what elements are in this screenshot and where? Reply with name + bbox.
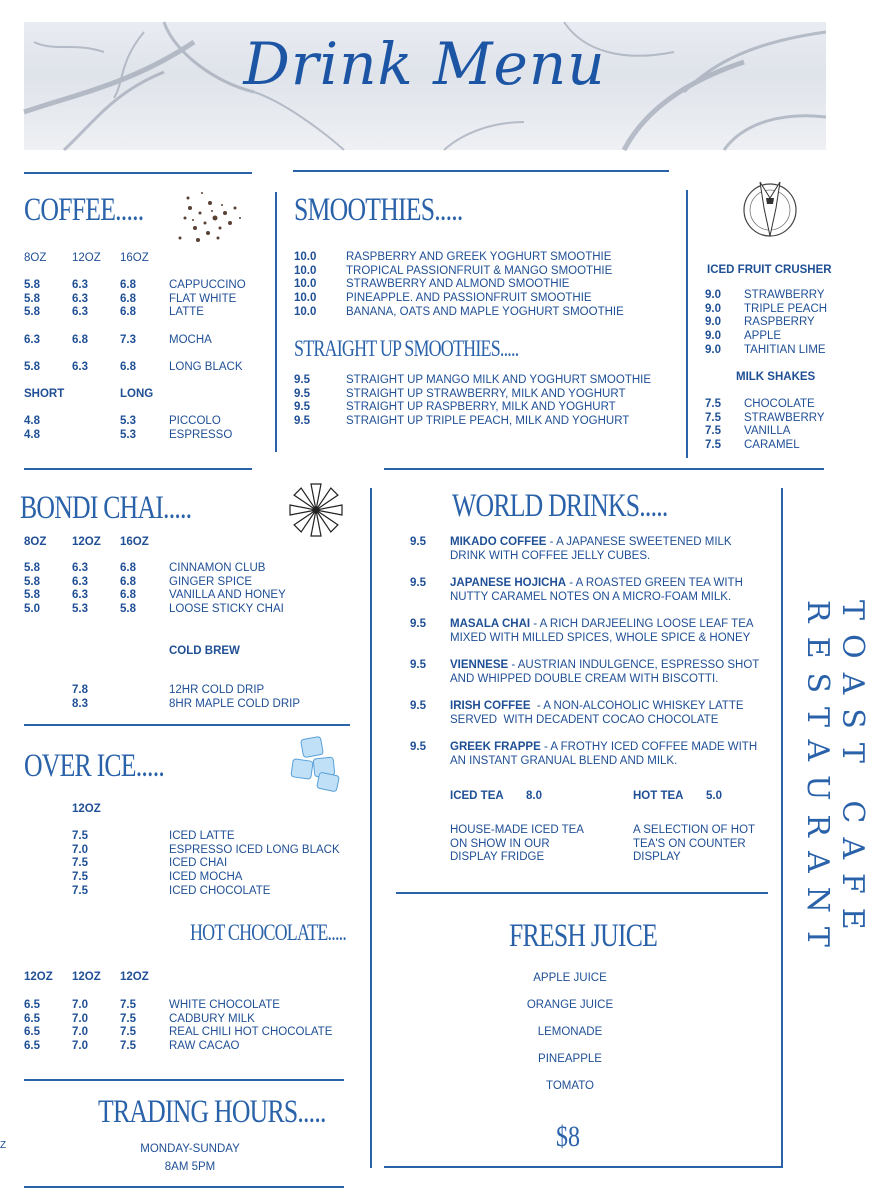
price: 6.8 bbox=[120, 575, 136, 588]
ice-cubes-icon bbox=[288, 734, 346, 792]
price: 7.5 bbox=[120, 999, 136, 1011]
item-name: ICED LATTE bbox=[169, 830, 235, 842]
napkin-icon bbox=[740, 178, 800, 240]
size-label: 16OZ bbox=[120, 536, 149, 548]
item-name: MASALA CHAI bbox=[450, 618, 531, 630]
divider bbox=[384, 468, 824, 470]
item-name: CHOCOLATE bbox=[744, 398, 815, 410]
price: 5.3 bbox=[120, 428, 136, 441]
item-name: LONG BLACK bbox=[169, 361, 243, 374]
size-label: 16OZ bbox=[120, 252, 149, 264]
iced-tea-price: 8.0 bbox=[526, 790, 542, 802]
item-description: - A NON-ALCOHOLIC WHISKEY LATTE SERVED WITH DECADENT COCAO CHOCOLATE bbox=[450, 700, 747, 726]
item-description: - A RICH DARJEELING LOOSE LEAF TEA MIXED WITH MILLED SPICES, WHOLE SPICE & HONEY bbox=[450, 618, 757, 644]
item-name: VANILLA bbox=[744, 425, 791, 438]
price: 7.5 bbox=[72, 857, 88, 870]
iced-tea-label: ICED TEA bbox=[450, 790, 504, 802]
item-name: REAL CHILI HOT CHOCOLATE bbox=[169, 1026, 333, 1039]
price: 6.5 bbox=[24, 999, 40, 1011]
price: 4.8 bbox=[24, 428, 40, 441]
divider bbox=[686, 190, 688, 458]
price: 7.5 bbox=[72, 871, 88, 884]
item-name: LOOSE STICKY CHAI bbox=[169, 603, 284, 616]
price: 7.0 bbox=[72, 1040, 88, 1053]
price: 7.8 bbox=[72, 684, 88, 696]
price: 8.3 bbox=[72, 697, 88, 710]
straight-up-heading: STRAIGHT UP SMOOTHIES..... bbox=[294, 336, 519, 361]
cold-brew-heading: COLD BREW bbox=[169, 645, 240, 657]
price: 7.5 bbox=[72, 830, 88, 842]
price: 5.0 bbox=[24, 603, 40, 616]
divider bbox=[24, 1186, 344, 1188]
juice-item: LEMONADE bbox=[537, 1026, 603, 1038]
price: 6.3 bbox=[72, 575, 88, 588]
size-label: 12OZ bbox=[24, 971, 53, 983]
price: 7.0 bbox=[72, 999, 88, 1011]
price: 9.0 bbox=[705, 289, 721, 301]
world-drink-item bbox=[450, 700, 768, 727]
price: 5.8 bbox=[24, 292, 40, 305]
price: 4.8 bbox=[24, 415, 40, 427]
divider bbox=[24, 1079, 344, 1081]
divider bbox=[384, 1166, 782, 1168]
item-name: 12HR COLD DRIP bbox=[169, 684, 265, 696]
price: 6.3 bbox=[72, 562, 88, 574]
smoothies-heading: SMOOTHIES..... bbox=[294, 192, 463, 228]
divider bbox=[293, 170, 669, 172]
price: 6.8 bbox=[120, 292, 136, 305]
juice-heading: FRESH JUICE bbox=[509, 918, 658, 954]
price: 10.0 bbox=[294, 264, 317, 277]
juice-item: TOMATO bbox=[546, 1080, 594, 1092]
size-label: 12OZ bbox=[72, 971, 101, 983]
price: 6.3 bbox=[72, 279, 88, 291]
item-name: TRIPLE PEACH bbox=[744, 302, 828, 315]
juice-price: $8 bbox=[556, 1120, 580, 1153]
price: 5.8 bbox=[24, 575, 40, 588]
item-name: STRAWBERRY bbox=[744, 289, 825, 301]
price: 10.0 bbox=[294, 278, 317, 291]
price: 6.8 bbox=[120, 562, 136, 574]
price: 5.8 bbox=[24, 279, 40, 291]
item-name: VIENNESE bbox=[450, 659, 509, 671]
edge-char: Z bbox=[0, 1140, 7, 1151]
price: 9.0 bbox=[705, 330, 721, 343]
hot-tea-price: 5.0 bbox=[706, 790, 722, 802]
price: 9.0 bbox=[705, 343, 721, 356]
price: 7.5 bbox=[705, 398, 721, 410]
item-name: MIKADO COFFEE bbox=[450, 536, 547, 548]
size-label: LONG bbox=[120, 388, 154, 400]
hot-chocolate-heading: HOT CHOCOLATE..... bbox=[190, 920, 347, 945]
item-name: VANILLA AND HONEY bbox=[169, 589, 286, 602]
price: 7.0 bbox=[72, 1012, 88, 1025]
star-anise-icon bbox=[284, 478, 348, 542]
item-name: ESPRESSO bbox=[169, 428, 233, 441]
price: 6.8 bbox=[120, 589, 136, 602]
item-name: PICCOLO bbox=[169, 415, 221, 427]
price: 7.5 bbox=[120, 1040, 136, 1053]
price: 7.3 bbox=[120, 333, 136, 346]
item-name: 8HR MAPLE COLD DRIP bbox=[169, 697, 301, 710]
item-name: APPLE bbox=[744, 330, 782, 343]
price: 7.0 bbox=[72, 843, 88, 856]
divider bbox=[24, 724, 350, 726]
trading-hours: 8AM 5PM bbox=[164, 1161, 216, 1173]
size-label: 12OZ bbox=[72, 252, 101, 264]
item-name: CAPPUCCINO bbox=[169, 279, 246, 291]
world-drink-item bbox=[450, 618, 768, 645]
price: 9.5 bbox=[410, 700, 426, 712]
price: 9.0 bbox=[705, 316, 721, 329]
hot-tea-desc: A SELECTION OF HOT TEA'S ON COUNTER DISPLAY bbox=[633, 824, 755, 864]
item-description: - A JAPANESE SWEETENED MILK DRINK WITH COFFEE JELLY CUBES. bbox=[450, 536, 735, 562]
size-label: SHORT bbox=[24, 388, 65, 400]
coffee-heading: COFFEE..... bbox=[24, 192, 144, 228]
price: 6.8 bbox=[120, 306, 136, 319]
juice-item: ORANGE JUICE bbox=[526, 999, 614, 1011]
item-name: ICED CHAI bbox=[169, 857, 228, 870]
restaurant-name: TOAST CAFE RESTAURANT bbox=[800, 600, 870, 961]
item-name: CINNAMON CLUB bbox=[169, 562, 266, 574]
item-name: RAW CACAO bbox=[169, 1040, 240, 1053]
price: 5.8 bbox=[24, 562, 40, 574]
item-name: STRAWBERRY bbox=[744, 411, 825, 424]
item-name: MOCHA bbox=[169, 333, 212, 346]
price: 9.5 bbox=[294, 387, 310, 400]
item-name: RASPBERRY bbox=[744, 316, 815, 329]
size-label: 12OZ bbox=[72, 803, 101, 815]
size-label: 8OZ bbox=[24, 536, 47, 548]
price: 5.3 bbox=[72, 603, 88, 616]
shakes-heading: MILK SHAKES bbox=[736, 371, 816, 383]
price: 6.3 bbox=[72, 589, 88, 602]
item-name: GINGER SPICE bbox=[169, 575, 253, 588]
price: 10.0 bbox=[294, 251, 317, 263]
divider bbox=[396, 892, 768, 894]
price: 7.5 bbox=[120, 1026, 136, 1039]
price: 9.5 bbox=[294, 401, 310, 414]
world-drink-item bbox=[450, 741, 768, 768]
menu-title: Drink Menu bbox=[243, 30, 606, 98]
price: 5.8 bbox=[24, 306, 40, 319]
size-label: 12OZ bbox=[72, 536, 101, 548]
price: 6.8 bbox=[120, 279, 136, 291]
price: 5.3 bbox=[120, 415, 136, 427]
item-name: TAHITIAN LIME bbox=[744, 343, 826, 356]
price: 7.5 bbox=[120, 1012, 136, 1025]
price: 9.5 bbox=[410, 741, 426, 753]
item-name: ICED CHOCOLATE bbox=[169, 884, 271, 897]
item-name: RASPBERRY AND GREEK YOGHURT SMOOTHIE bbox=[346, 251, 612, 263]
divider bbox=[24, 172, 252, 174]
item-name: GREEK FRAPPE bbox=[450, 741, 541, 753]
price: 9.0 bbox=[705, 302, 721, 315]
world-drink-item bbox=[450, 536, 768, 563]
item-name: ICED MOCHA bbox=[169, 871, 243, 884]
item-name: STRAIGHT UP STRAWBERRY, MILK AND YOGHURT bbox=[346, 387, 626, 400]
divider bbox=[370, 488, 372, 1168]
price: 6.8 bbox=[120, 361, 136, 374]
item-name: STRAIGHT UP RASPBERRY, MILK AND YOGHURT bbox=[346, 401, 616, 414]
item-name: WHITE CHOCOLATE bbox=[169, 999, 280, 1011]
price: 7.5 bbox=[705, 439, 721, 452]
price: 6.3 bbox=[24, 333, 40, 346]
chai-heading: BONDI CHAI..... bbox=[20, 490, 192, 526]
divider bbox=[781, 488, 783, 1168]
item-name: LATTE bbox=[169, 306, 204, 319]
price: 6.3 bbox=[72, 361, 88, 374]
size-label: 8OZ bbox=[24, 252, 47, 264]
price: 6.3 bbox=[72, 306, 88, 319]
price: 7.5 bbox=[705, 411, 721, 424]
item-name: TROPICAL PASSIONFRUIT & MANGO SMOOTHIE bbox=[346, 264, 613, 277]
item-description: - AUSTRIAN INDULGENCE, ESPRESSO SHOT AND WHIPPED DOUBLE CREAM WITH BISCOTTI. bbox=[450, 659, 762, 685]
price: 5.8 bbox=[24, 361, 40, 374]
coffee-grounds-icon bbox=[160, 178, 260, 258]
price: 9.5 bbox=[410, 536, 426, 548]
price: 6.5 bbox=[24, 1012, 40, 1025]
item-name: STRAWBERRY AND ALMOND SMOOTHIE bbox=[346, 278, 570, 291]
item-name: ESPRESSO ICED LONG BLACK bbox=[169, 843, 340, 856]
item-description: - A ROASTED GREEN TEA WITH NUTTY CARAMEL NOTES ON A MICRO-FOAM MILK. bbox=[450, 577, 747, 603]
over-ice-heading: OVER ICE..... bbox=[24, 748, 165, 784]
item-name: STRAIGHT UP MANGO MILK AND YOGHURT SMOOTHIE bbox=[346, 374, 652, 386]
item-name: JAPANESE HOJICHA bbox=[450, 577, 567, 589]
price: 9.5 bbox=[294, 415, 310, 428]
price: 7.0 bbox=[72, 1026, 88, 1039]
price: 7.5 bbox=[72, 884, 88, 897]
divider bbox=[275, 192, 277, 452]
iced-tea-desc: HOUSE-MADE ICED TEA ON SHOW IN OUR DISPLAY FRIDGE bbox=[450, 824, 584, 864]
price: 10.0 bbox=[294, 292, 317, 305]
price: 5.8 bbox=[24, 589, 40, 602]
price: 9.5 bbox=[410, 577, 426, 589]
hot-tea-label: HOT TEA bbox=[633, 790, 684, 802]
item-name: PINEAPPLE. AND PASSIONFRUIT SMOOTHIE bbox=[346, 292, 592, 305]
divider bbox=[24, 468, 252, 470]
price: 5.8 bbox=[120, 603, 136, 616]
world-drink-item bbox=[450, 659, 768, 686]
trading-days: MONDAY-SUNDAY bbox=[140, 1143, 240, 1155]
juice-item: APPLE JUICE bbox=[533, 972, 607, 984]
price: 9.5 bbox=[294, 374, 310, 386]
price: 6.5 bbox=[24, 1026, 40, 1039]
trading-heading: TRADING HOURS..... bbox=[98, 1094, 326, 1130]
price: 6.5 bbox=[24, 1040, 40, 1053]
price: 10.0 bbox=[294, 305, 317, 318]
price: 9.5 bbox=[410, 618, 426, 630]
world-drink-item bbox=[450, 577, 768, 604]
item-name: BANANA, OATS AND MAPLE YOGHURT SMOOTHIE bbox=[346, 305, 624, 318]
price: 6.3 bbox=[72, 292, 88, 305]
item-name: CADBURY MILK bbox=[169, 1012, 255, 1025]
item-description: - A FROTHY ICED COFFEE MADE WITH AN INSTANT GRANUAL BLEND AND MILK. bbox=[450, 741, 760, 767]
world-heading: WORLD DRINKS..... bbox=[452, 488, 668, 524]
juice-item: PINEAPPLE bbox=[538, 1053, 602, 1065]
item-name: IRISH COFFEE bbox=[450, 700, 531, 712]
item-name: CARAMEL bbox=[744, 439, 800, 452]
price: 9.5 bbox=[410, 659, 426, 671]
price: 7.5 bbox=[705, 425, 721, 438]
crusher-heading: ICED FRUIT CRUSHER bbox=[707, 264, 832, 276]
item-name: FLAT WHITE bbox=[169, 292, 237, 305]
size-label: 12OZ bbox=[120, 971, 149, 983]
item-name: STRAIGHT UP TRIPLE PEACH, MILK AND YOGHURT bbox=[346, 415, 630, 428]
price: 6.8 bbox=[72, 333, 88, 346]
